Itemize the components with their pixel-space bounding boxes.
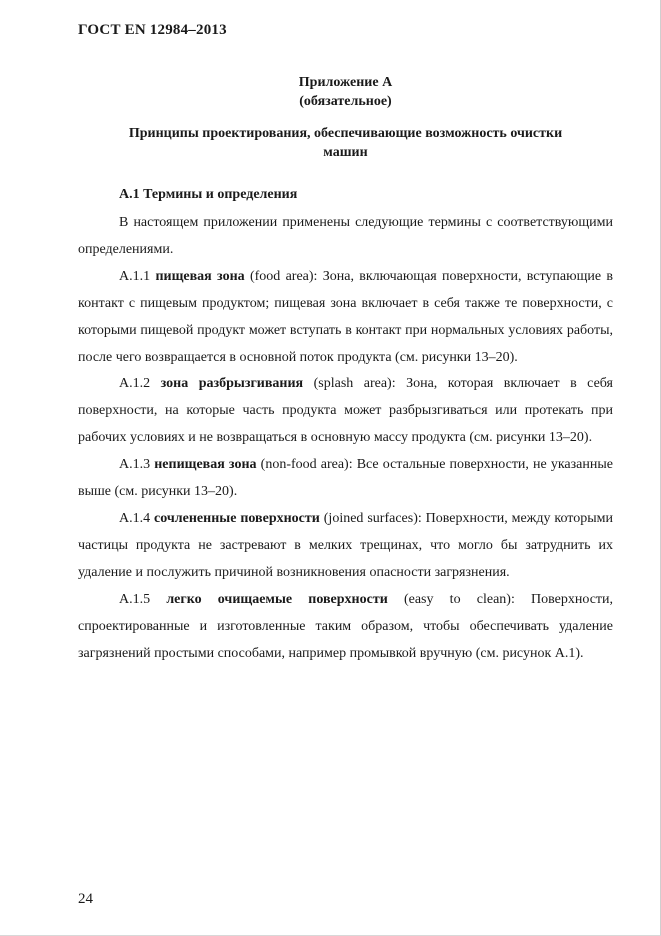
term-definition: (non-food area): Все остальные поверхности, не указанные выше (см. рисунки 13–20).: [78, 457, 613, 500]
term-number: А.1.4: [119, 510, 151, 526]
term-definition: (easy to clean): Поверхности, спроектированные и изготовленные таким образом, чтобы обеспечивать удаление загрязнений простыми способами, например промывкой вручную (см. рисунок А.1).: [78, 591, 614, 661]
term-number: А.1.3: [119, 457, 151, 473]
term-number: А.1.5: [119, 591, 151, 607]
body-text: [78, 210, 613, 667]
term-paragraph: [78, 587, 613, 668]
term-name: легко очищаемые поверхности: [166, 591, 388, 607]
term-number: А.1.2: [119, 376, 151, 392]
annex-subject: [78, 124, 613, 162]
annex-subject-line-1: Принципы проектирования, обеспечивающие возможность очистки: [128, 126, 563, 141]
term-paragraph: [78, 371, 613, 452]
term-definition: (food area): Зона, включающая поверхности, вступающие в контакт с пищевым продуктом; пищевая зона включает в себя также те поверхности, с которыми пищевой продукт может вступать в контакт при нормальных условиях работы, после чего возвращается в основной поток продукта (см. рисунки 13–20).: [78, 268, 613, 365]
page-number: 24: [78, 891, 93, 907]
document-code: ГОСТ EN 12984–2013: [78, 22, 227, 38]
term-paragraph: [78, 506, 613, 587]
term-paragraph: [78, 452, 613, 506]
term-definition: (joined surfaces): Поверхности, между которыми частицы продукта не застревают в мелких трещинах, что могло бы затруднить их удаление и послужить причиной возникновения опасности загрязнения.: [78, 510, 613, 580]
annex-title: Приложение А: [298, 75, 393, 90]
term-paragraph: [78, 264, 613, 372]
term-name: сочлененные поверхности: [154, 510, 320, 526]
annex-type: (обязательное): [299, 94, 392, 109]
term-name: непищевая зона: [154, 457, 257, 473]
term-name: пищевая зона: [155, 268, 245, 284]
intro-paragraph: В настоящем приложении применены следующие термины с соответствующими определениями.: [78, 215, 613, 257]
term-definition: (splash area): Зона, которая включает в себя поверхности, на которые часть продукта может разбрызгиваться или протекать при рабочих условиях и не возвращаться в основную массу продукта (см. рисунки 13–20).: [78, 376, 613, 446]
section-heading: А.1 Термины и определения: [119, 187, 298, 202]
term-name: зона разбрызгивания: [160, 376, 304, 392]
term-number: А.1.1: [119, 268, 151, 284]
annex-subject-line-2: машин: [323, 145, 368, 160]
